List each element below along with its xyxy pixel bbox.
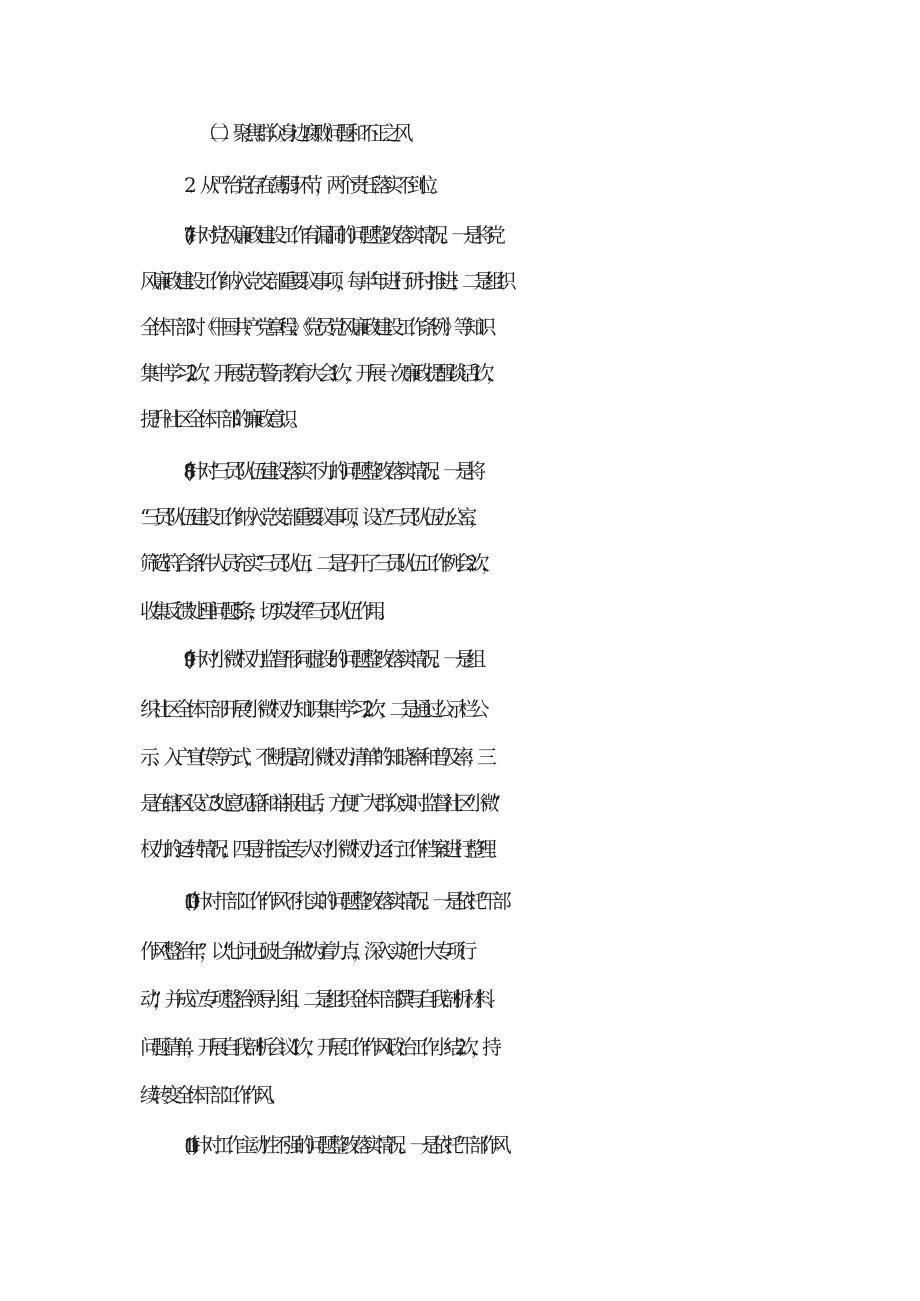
paragraph-line: 作风整治年”，以“七问七破七争做”为着力点，深入实施“十大专项行 — [140, 939, 469, 963]
paragraph-line: (7)针对党风廉政建设工作有漏洞的问题整改落实情况。一是将党 — [184, 223, 498, 247]
paragraph-line: 风廉政建设工作纳入党支部重要议事项，每半年进行研讨推进；二是组织 — [140, 269, 508, 293]
paragraph-line: 集中学习2次，开展党员警示教育大会1次，开展一次廉政提醒谈话1次， — [140, 361, 498, 385]
paragraph-line: 续转变全体干部工作作风。 — [140, 1083, 278, 1107]
paragraph-line: (9)针对“小微”权力监督形同虚设的问题整改落实情况。一是组 — [184, 647, 478, 671]
paragraph-line: 权力的运转情况；四是并指定专人对“小微”权力运行工作档案进行整理。 — [140, 837, 500, 861]
paragraph-line: 提升社区全体干部的廉政意识。 — [140, 407, 301, 431]
paragraph-line: (11)针对工作主动性不强的问题整改落实情况。一是依托“干部作风 — [184, 1133, 504, 1157]
paragraph-line: 动”，并成立专项整治领导小组；二是组织全体干部撰写自我剖析材料、 — [140, 987, 499, 1011]
paragraph-line: 织社区全体干部开展“小微”权力知识集中学习2次；二是通过公示栏公 — [140, 697, 482, 721]
section-heading: （二）聚焦群众身边腐败问题和不正之风 — [198, 121, 405, 145]
paragraph-line: (8)针对“三员”队伍建设落实不力的问题整改落实情况。一是将 — [184, 459, 478, 483]
paragraph-line: 问题清单，开展自我剖析会议1次，开展工作作风政治工作小结2次，持 — [140, 1035, 494, 1059]
paragraph-line: 示、入户宣传等方式，不断提高“小微权力清单”的知晓率和普及率；三 — [140, 745, 489, 769]
paragraph-line: 收集反馈处理问题5条，切实发挥“三员”队伍作用。 — [140, 599, 390, 623]
paragraph-line: “三员”队伍建设工作纳入党支部重要议事项，设立“三员”队伍办公室， — [140, 505, 481, 529]
paragraph-line: (10)针对干部工作作风不扎实的问题整改落实情况。一是依托“干部 — [184, 889, 504, 913]
subsection-heading: 2．从严治党存在薄弱环节，两个责任落实不到位。 — [184, 173, 442, 197]
paragraph-line: 是在辖区设立3处意见箱和举报电话，方便广大群众实时监督社区“小微” — [140, 791, 493, 815]
paragraph-line: 筛选符合条件人员充实“三员”队伍；二是召开了三员队伍工作例会2次， — [140, 551, 493, 575]
paragraph-line: 全体干部对《中国共产党章程》、《党员党风廉政建设工作条例》等知识 — [140, 315, 488, 339]
